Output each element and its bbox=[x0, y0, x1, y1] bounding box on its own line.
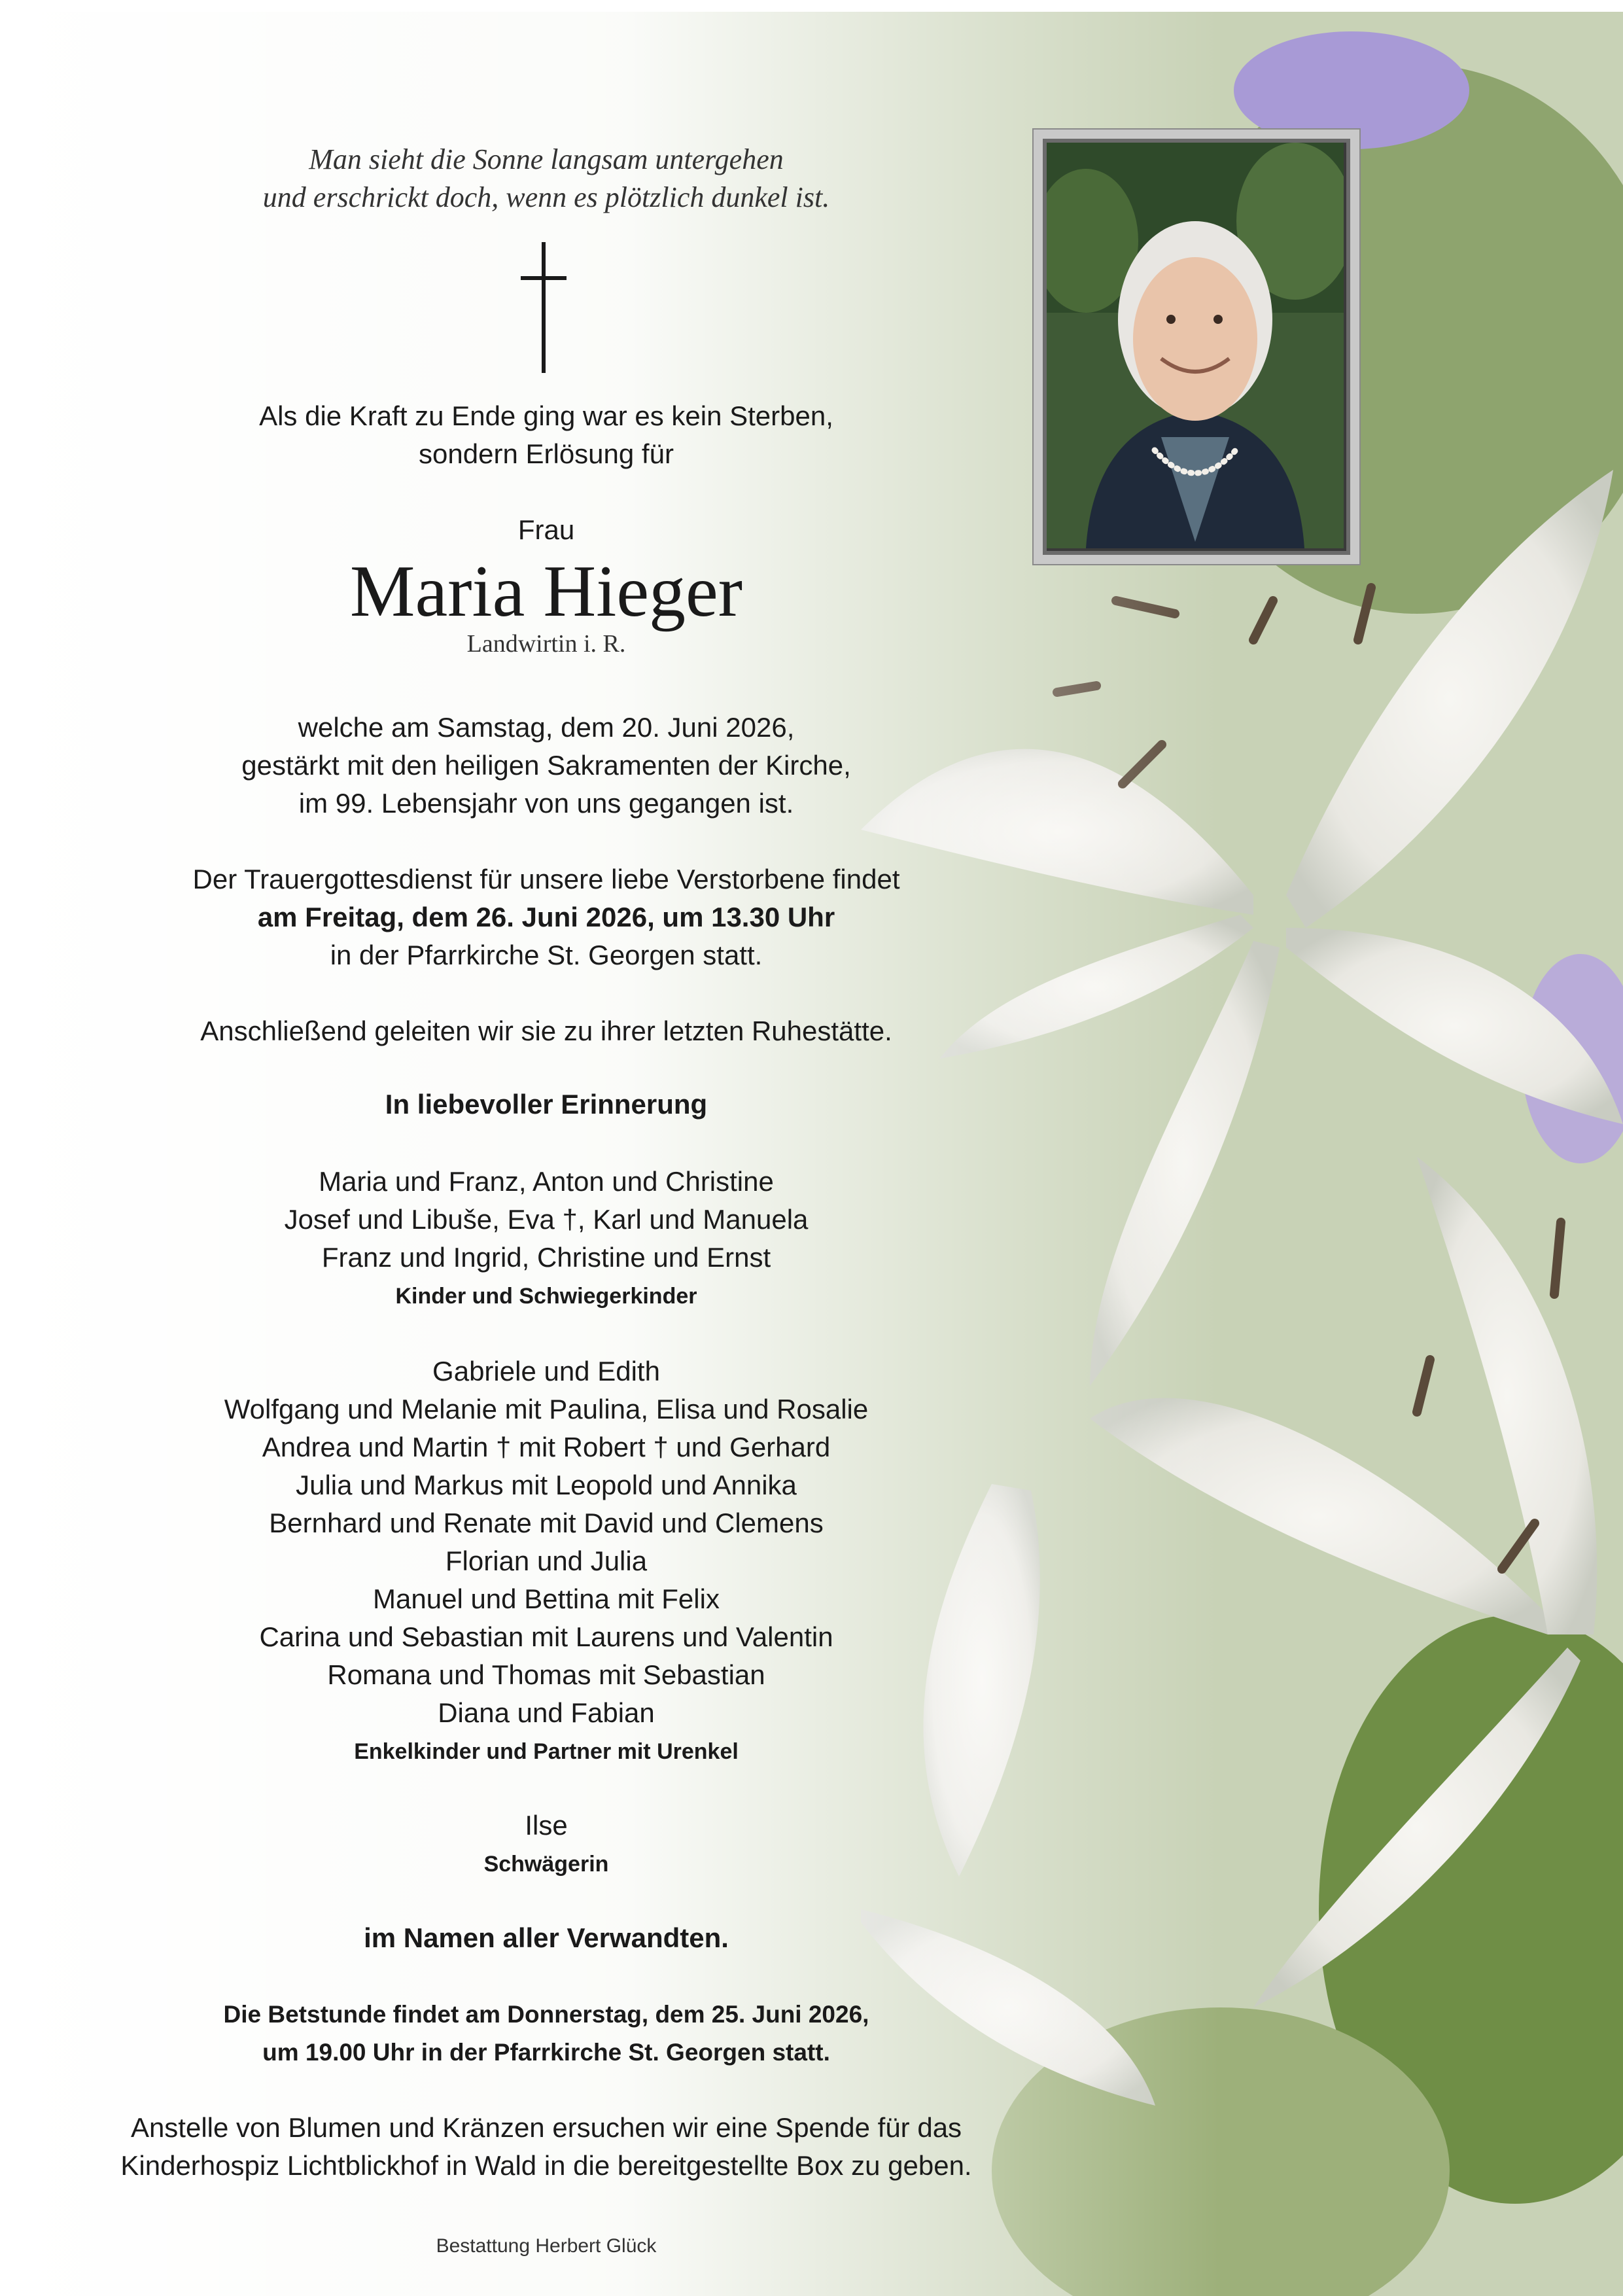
undertaker: Bestattung Herbert Glück bbox=[436, 2235, 657, 2257]
prayer-line-2: um 19.00 Uhr in der Pfarrkirche St. Georgen statt. bbox=[262, 2039, 830, 2066]
grandchildren-line-10: Diana und Fabian bbox=[438, 1697, 655, 1728]
service-line-1: Der Trauergottesdienst für unsere liebe Verstorbene findet bbox=[192, 864, 900, 894]
salutation: Frau bbox=[517, 514, 575, 545]
grandchildren-line-8: Carina und Sebastian mit Laurens und Valentin bbox=[259, 1621, 833, 1652]
donation-line-2: Kinderhospiz Lichtblickhof in Wald in die bereitgestellte Box zu geben. bbox=[120, 2150, 972, 2181]
burial-text: Anschließend geleiten wir sie zu ihrer letzten Ruhestätte. bbox=[200, 1016, 892, 1046]
prayer-line-1: Die Betstunde findet am Donnerstag, dem 25. Juni 2026, bbox=[223, 2001, 869, 2028]
relatives-text: im Namen aller Verwandten. bbox=[364, 1922, 729, 1953]
service-line-2: am Freitag, dem 26. Juni 2026, um 13.30 Uhr bbox=[257, 902, 835, 932]
service-line-3: in der Pfarrkirche St. Georgen statt. bbox=[330, 940, 763, 970]
grandchildren-line-2: Wolfgang und Melanie mit Paulina, Elisa und Rosalie bbox=[224, 1394, 869, 1424]
grandchildren-line-3: Andrea und Martin † mit Robert † und Gerhard bbox=[262, 1432, 831, 1462]
deceased-title: Landwirtin i. R. bbox=[466, 630, 626, 658]
death-line-1: welche am Samstag, dem 20. Juni 2026, bbox=[298, 712, 795, 743]
memory-heading: In liebevoller Erinnerung bbox=[385, 1089, 708, 1120]
grandchildren-line-6: Florian und Julia bbox=[445, 1545, 648, 1576]
grandchildren-line-9: Romana und Thomas mit Sebastian bbox=[327, 1659, 765, 1690]
grandchildren-line-1: Gabriele und Edith bbox=[432, 1356, 660, 1386]
donation-line-1: Anstelle von Blumen und Kränzen ersuchen wir eine Spende für das bbox=[130, 2112, 962, 2143]
children-line-3: Franz und Ingrid, Christine und Ernst bbox=[321, 1242, 771, 1273]
death-line-2: gestärkt mit den heiligen Sakramenten der Kirche, bbox=[241, 750, 851, 781]
sister-in-law-name: Ilse bbox=[525, 1810, 568, 1841]
children-line-2: Josef und Libuše, Eva †, Karl und Manuela bbox=[284, 1204, 809, 1235]
grandchildren-label: Enkelkinder und Partner mit Urenkel bbox=[354, 1739, 739, 1764]
grandchildren-line-7: Manuel und Bettina mit Felix bbox=[373, 1583, 720, 1614]
motto-line-1: Man sieht die Sonne langsam untergehen bbox=[309, 143, 784, 175]
motto-line-2: und erschrickt doch, wenn es plötzlich dunkel ist. bbox=[262, 181, 830, 213]
cross-icon bbox=[521, 242, 567, 373]
sister-in-law-label: Schwägerin bbox=[483, 1852, 609, 1877]
deceased-name: Maria Hieger bbox=[349, 551, 743, 632]
intro-line-2: sondern Erlösung für bbox=[419, 438, 674, 469]
intro-line-1: Als die Kraft zu Ende ging war es kein Sterben, bbox=[259, 400, 833, 431]
children-label: Kinder und Schwiegerkinder bbox=[395, 1284, 697, 1309]
death-line-3: im 99. Lebensjahr von uns gegangen ist. bbox=[298, 788, 794, 819]
children-line-1: Maria und Franz, Anton und Christine bbox=[319, 1166, 774, 1197]
grandchildren-line-4: Julia und Markus mit Leopold und Annika bbox=[296, 1470, 797, 1500]
grandchildren-line-5: Bernhard und Renate mit David und Clemens bbox=[269, 1508, 824, 1538]
